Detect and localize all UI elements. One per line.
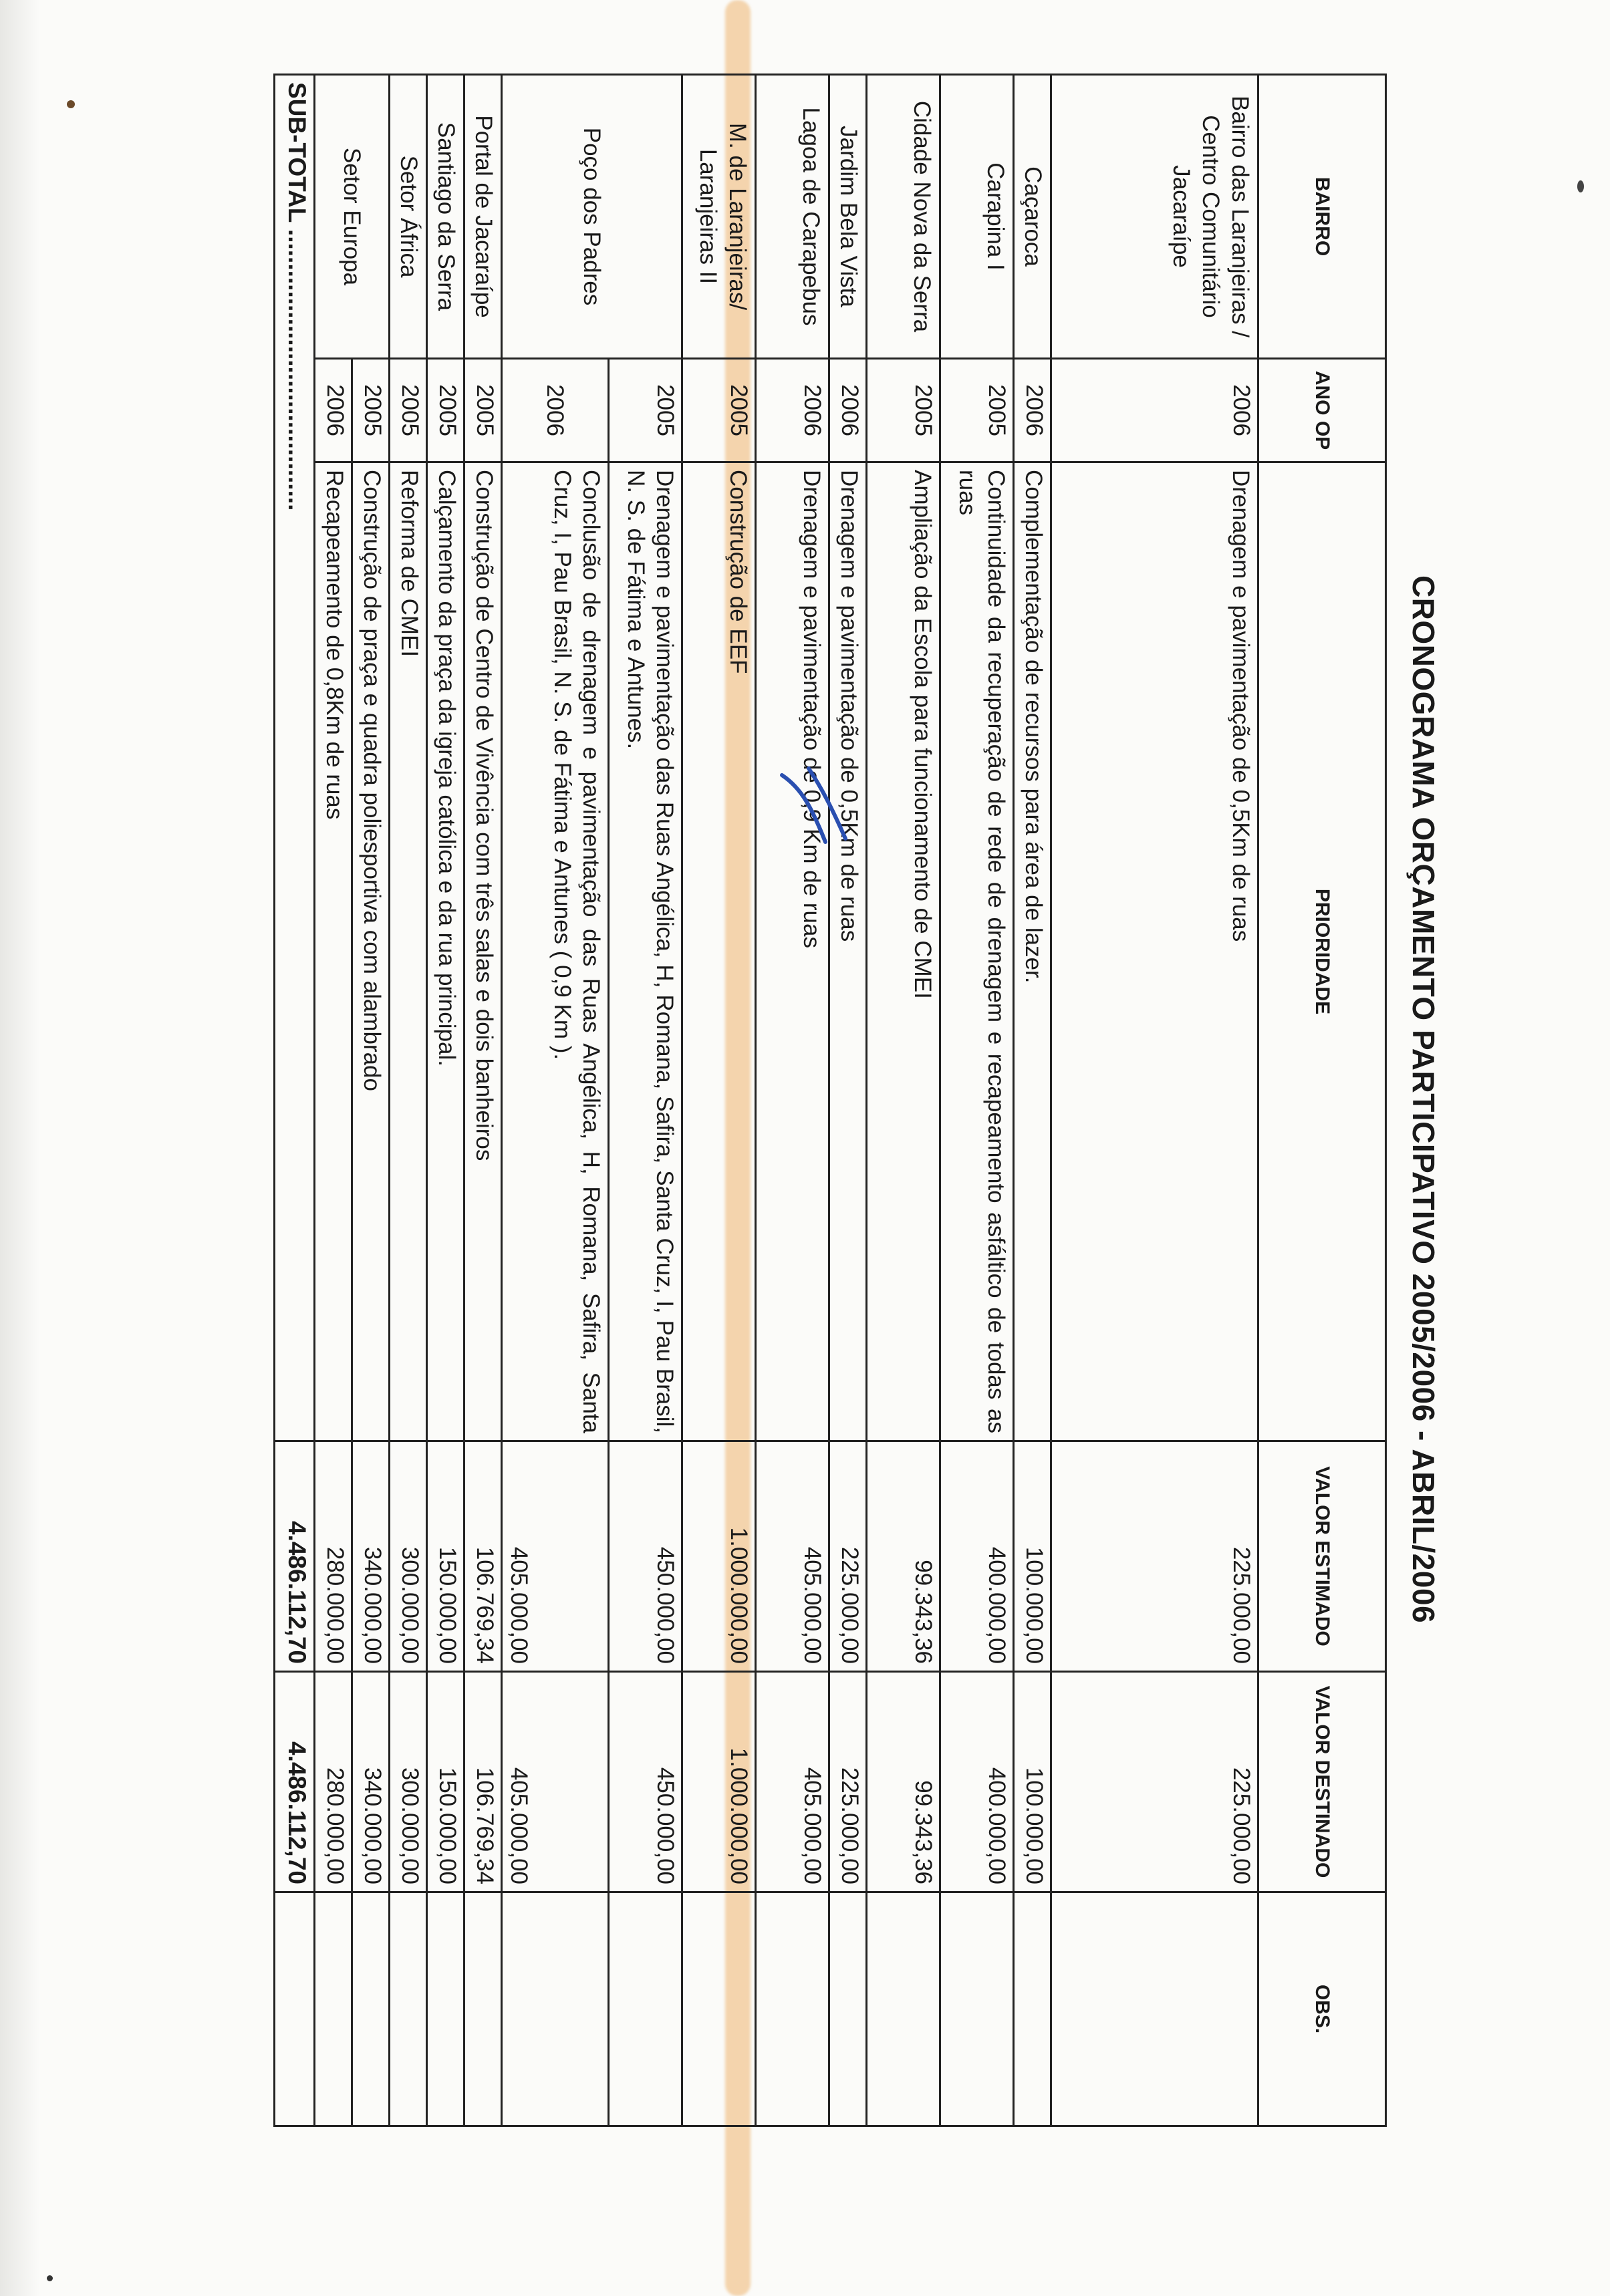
cell-valor-estimado: 400.000,00 bbox=[940, 1441, 1014, 1672]
subtotal-label: SUB-TOTAL ......................................... bbox=[275, 75, 315, 1441]
table-row bbox=[464, 75, 502, 2126]
cell-valor-estimado: 106.769,34 bbox=[464, 1441, 502, 1672]
cell-bairro: Lagoa de Carapebus bbox=[756, 75, 829, 359]
cell-valor-destinado: 150.000,00 bbox=[427, 1672, 464, 1892]
cell-obs bbox=[1014, 1892, 1051, 2126]
header-valor-estimado: VALOR ESTIMADO bbox=[1258, 1441, 1386, 1672]
table-row bbox=[682, 75, 756, 2126]
subtotal-valor-destinado: 4.486.112,70 bbox=[275, 1672, 315, 1892]
cell-obs bbox=[829, 1892, 867, 2126]
cell-valor-estimado: 225.000,00 bbox=[829, 1441, 867, 1672]
cell-obs bbox=[1051, 1892, 1258, 2126]
cell-ano: 2005 bbox=[390, 359, 427, 462]
header-obs: OBS. bbox=[1258, 1892, 1386, 2126]
cell-prioridade: Continuidade da recuperação de rede de drenagem e recapeamento asfáltico de todas as ruas bbox=[940, 462, 1014, 1441]
cell-valor-destinado: 280.000,00 bbox=[315, 1672, 352, 1892]
document-sheet bbox=[283, 74, 1460, 2125]
handwritten-check-mark bbox=[762, 762, 862, 862]
cell-prioridade: Ampliação da Escola para funcionamento de CMEI bbox=[867, 462, 940, 1441]
cell-obs bbox=[502, 1892, 609, 2126]
cell-ano: 2005 bbox=[940, 359, 1014, 462]
cell-bairro: Setor Europa bbox=[315, 75, 390, 359]
cell-bairro: M. de Laranjeiras/ Laranjeiras II bbox=[682, 75, 756, 359]
cell-valor-destinado: 225.000,00 bbox=[829, 1672, 867, 1892]
table-header-row bbox=[1258, 75, 1386, 2126]
cell-ano: 2006 bbox=[502, 359, 609, 462]
cell-valor-destinado: 100.000,00 bbox=[1014, 1672, 1051, 1892]
cell-valor-estimado: 300.000,00 bbox=[390, 1441, 427, 1672]
table-row bbox=[1014, 75, 1051, 2126]
cell-prioridade: Drenagem e pavimentação das Ruas Angélica, H, Romana, Safira, Santa Cruz, I, Pau Brasil, N. S. de Fátima e Antunes. bbox=[609, 462, 682, 1441]
cell-ano: 2006 bbox=[1014, 359, 1051, 462]
cell-obs bbox=[464, 1892, 502, 2126]
table-row bbox=[940, 75, 1014, 2126]
cell-valor-destinado: 99.343,36 bbox=[867, 1672, 940, 1892]
cell-valor-destinado: 450.000,00 bbox=[609, 1672, 682, 1892]
cell-prioridade: Recapeamento de 0,8Km de ruas bbox=[315, 462, 352, 1441]
cell-prioridade: Construção de Centro de Vivência com três salas e dois banheiros bbox=[464, 462, 502, 1441]
cell-ano: 2005 bbox=[609, 359, 682, 462]
cell-bairro: Jardim Bela Vista bbox=[829, 75, 867, 359]
subtotal-valor-estimado: 4.486.112,70 bbox=[275, 1441, 315, 1672]
cell-prioridade: Reforma de CMEI bbox=[390, 462, 427, 1441]
cell-valor-estimado: 450.000,00 bbox=[609, 1441, 682, 1672]
cell-valor-destinado: 1.000.000,00 bbox=[682, 1672, 756, 1892]
table-row bbox=[829, 75, 867, 2126]
budget-table bbox=[273, 74, 1387, 2127]
cell-prioridade: Construção de EEF bbox=[682, 462, 756, 1441]
cell-ano: 2006 bbox=[315, 359, 352, 462]
cell-obs bbox=[867, 1892, 940, 2126]
cell-ano: 2006 bbox=[756, 359, 829, 462]
cell-valor-estimado: 340.000,00 bbox=[352, 1441, 390, 1672]
cell-obs bbox=[315, 1892, 352, 2126]
cell-obs bbox=[940, 1892, 1014, 2126]
header-bairro: BAIRRO bbox=[1258, 75, 1386, 359]
table-row bbox=[352, 75, 390, 2126]
cell-bairro: Setor África bbox=[390, 75, 427, 359]
cell-ano: 2005 bbox=[427, 359, 464, 462]
cell-bairro: Caçaroca bbox=[1014, 75, 1051, 359]
subtotal-row bbox=[275, 75, 315, 2126]
cell-prioridade: Drenagem e pavimentação de 0,5Km de ruas bbox=[1051, 462, 1258, 1441]
cell-obs bbox=[352, 1892, 390, 2126]
cell-valor-destinado: 106.769,34 bbox=[464, 1672, 502, 1892]
cell-ano: 2005 bbox=[464, 359, 502, 462]
cell-valor-estimado: 100.000,00 bbox=[1014, 1441, 1051, 1672]
cell-obs bbox=[609, 1892, 682, 2126]
table-row bbox=[427, 75, 464, 2126]
cell-ano: 2006 bbox=[829, 359, 867, 462]
paper-speck bbox=[47, 2275, 53, 2281]
cell-valor-estimado: 405.000,00 bbox=[756, 1441, 829, 1672]
cell-valor-estimado: 1.000.000,00 bbox=[682, 1441, 756, 1672]
cell-valor-destinado: 300.000,00 bbox=[390, 1672, 427, 1892]
cell-prioridade: Conclusão de drenagem e pavimentação das Ruas Angélica, H, Romana, Safira, Santa Cruz, I, Pau Brasil, N. S. de Fátima e Antunes ( 0,9 Km ). bbox=[502, 462, 609, 1441]
page-edge-shadow bbox=[0, 0, 40, 2296]
table-row bbox=[756, 75, 829, 2126]
cell-valor-estimado: 405.000,00 bbox=[502, 1441, 609, 1672]
cell-obs bbox=[756, 1892, 829, 2126]
table-row bbox=[609, 75, 682, 2126]
cell-ano: 2005 bbox=[352, 359, 390, 462]
table-row bbox=[867, 75, 940, 2126]
cell-prioridade: Drenagem e pavimentação de 0,5Km de ruas bbox=[829, 462, 867, 1441]
cell-obs bbox=[682, 1892, 756, 2126]
cell-valor-estimado: 280.000,00 bbox=[315, 1441, 352, 1672]
cell-valor-destinado: 400.000,00 bbox=[940, 1672, 1014, 1892]
header-valor-destinado: VALOR DESTINADO bbox=[1258, 1672, 1386, 1892]
table-row bbox=[1051, 75, 1258, 2126]
paper-speck bbox=[67, 100, 75, 108]
paper-speck bbox=[1577, 180, 1584, 192]
cell-valor-estimado: 99.343,36 bbox=[867, 1441, 940, 1672]
page-title: CRONOGRAMA ORÇAMENTO PARTICIPATIVO 2005/2006 - ABRIL/2006 bbox=[1406, 575, 1441, 1624]
cell-valor-destinado: 340.000,00 bbox=[352, 1672, 390, 1892]
table-row bbox=[502, 75, 609, 2126]
cell-ano: 2005 bbox=[682, 359, 756, 462]
header-prioridade: PRIORIDADE bbox=[1258, 462, 1386, 1441]
cell-valor-estimado: 225.000,00 bbox=[1051, 1441, 1258, 1672]
cell-bairro: Cidade Nova da Serra bbox=[867, 75, 940, 359]
table-row bbox=[390, 75, 427, 2126]
cell-prioridade: Construção de praça e quadra poliesportiva com alambrado bbox=[352, 462, 390, 1441]
cell-prioridade: Complementação de recursos para área de lazer. bbox=[1014, 462, 1051, 1441]
cell-valor-destinado: 405.000,00 bbox=[756, 1672, 829, 1892]
cell-ano: 2006 bbox=[1051, 359, 1258, 462]
cell-prioridade: Drenagem e pavimentação de 0,9 Km de ruas bbox=[756, 462, 829, 1441]
cell-bairro: Poço dos Padres bbox=[502, 75, 682, 359]
cell-ano: 2005 bbox=[867, 359, 940, 462]
cell-obs bbox=[427, 1892, 464, 2126]
cell-bairro: Carapina I bbox=[940, 75, 1014, 359]
cell-bairro: Bairro das Laranjeiras / Centro Comunitário Jacaraípe bbox=[1051, 75, 1258, 359]
cell-obs bbox=[390, 1892, 427, 2126]
subtotal-obs bbox=[275, 1892, 315, 2126]
cell-prioridade: Calçamento da praça da igreja católica e da rua principal. bbox=[427, 462, 464, 1441]
cell-bairro: Portal de Jacaraípe bbox=[464, 75, 502, 359]
cell-valor-estimado: 150.000,00 bbox=[427, 1441, 464, 1672]
cell-bairro: Santiago da Serra bbox=[427, 75, 464, 359]
cell-valor-destinado: 225.000,00 bbox=[1051, 1672, 1258, 1892]
header-ano-op: ANO OP bbox=[1258, 359, 1386, 462]
cell-valor-destinado: 405.000,00 bbox=[502, 1672, 609, 1892]
table-row bbox=[315, 75, 352, 2126]
